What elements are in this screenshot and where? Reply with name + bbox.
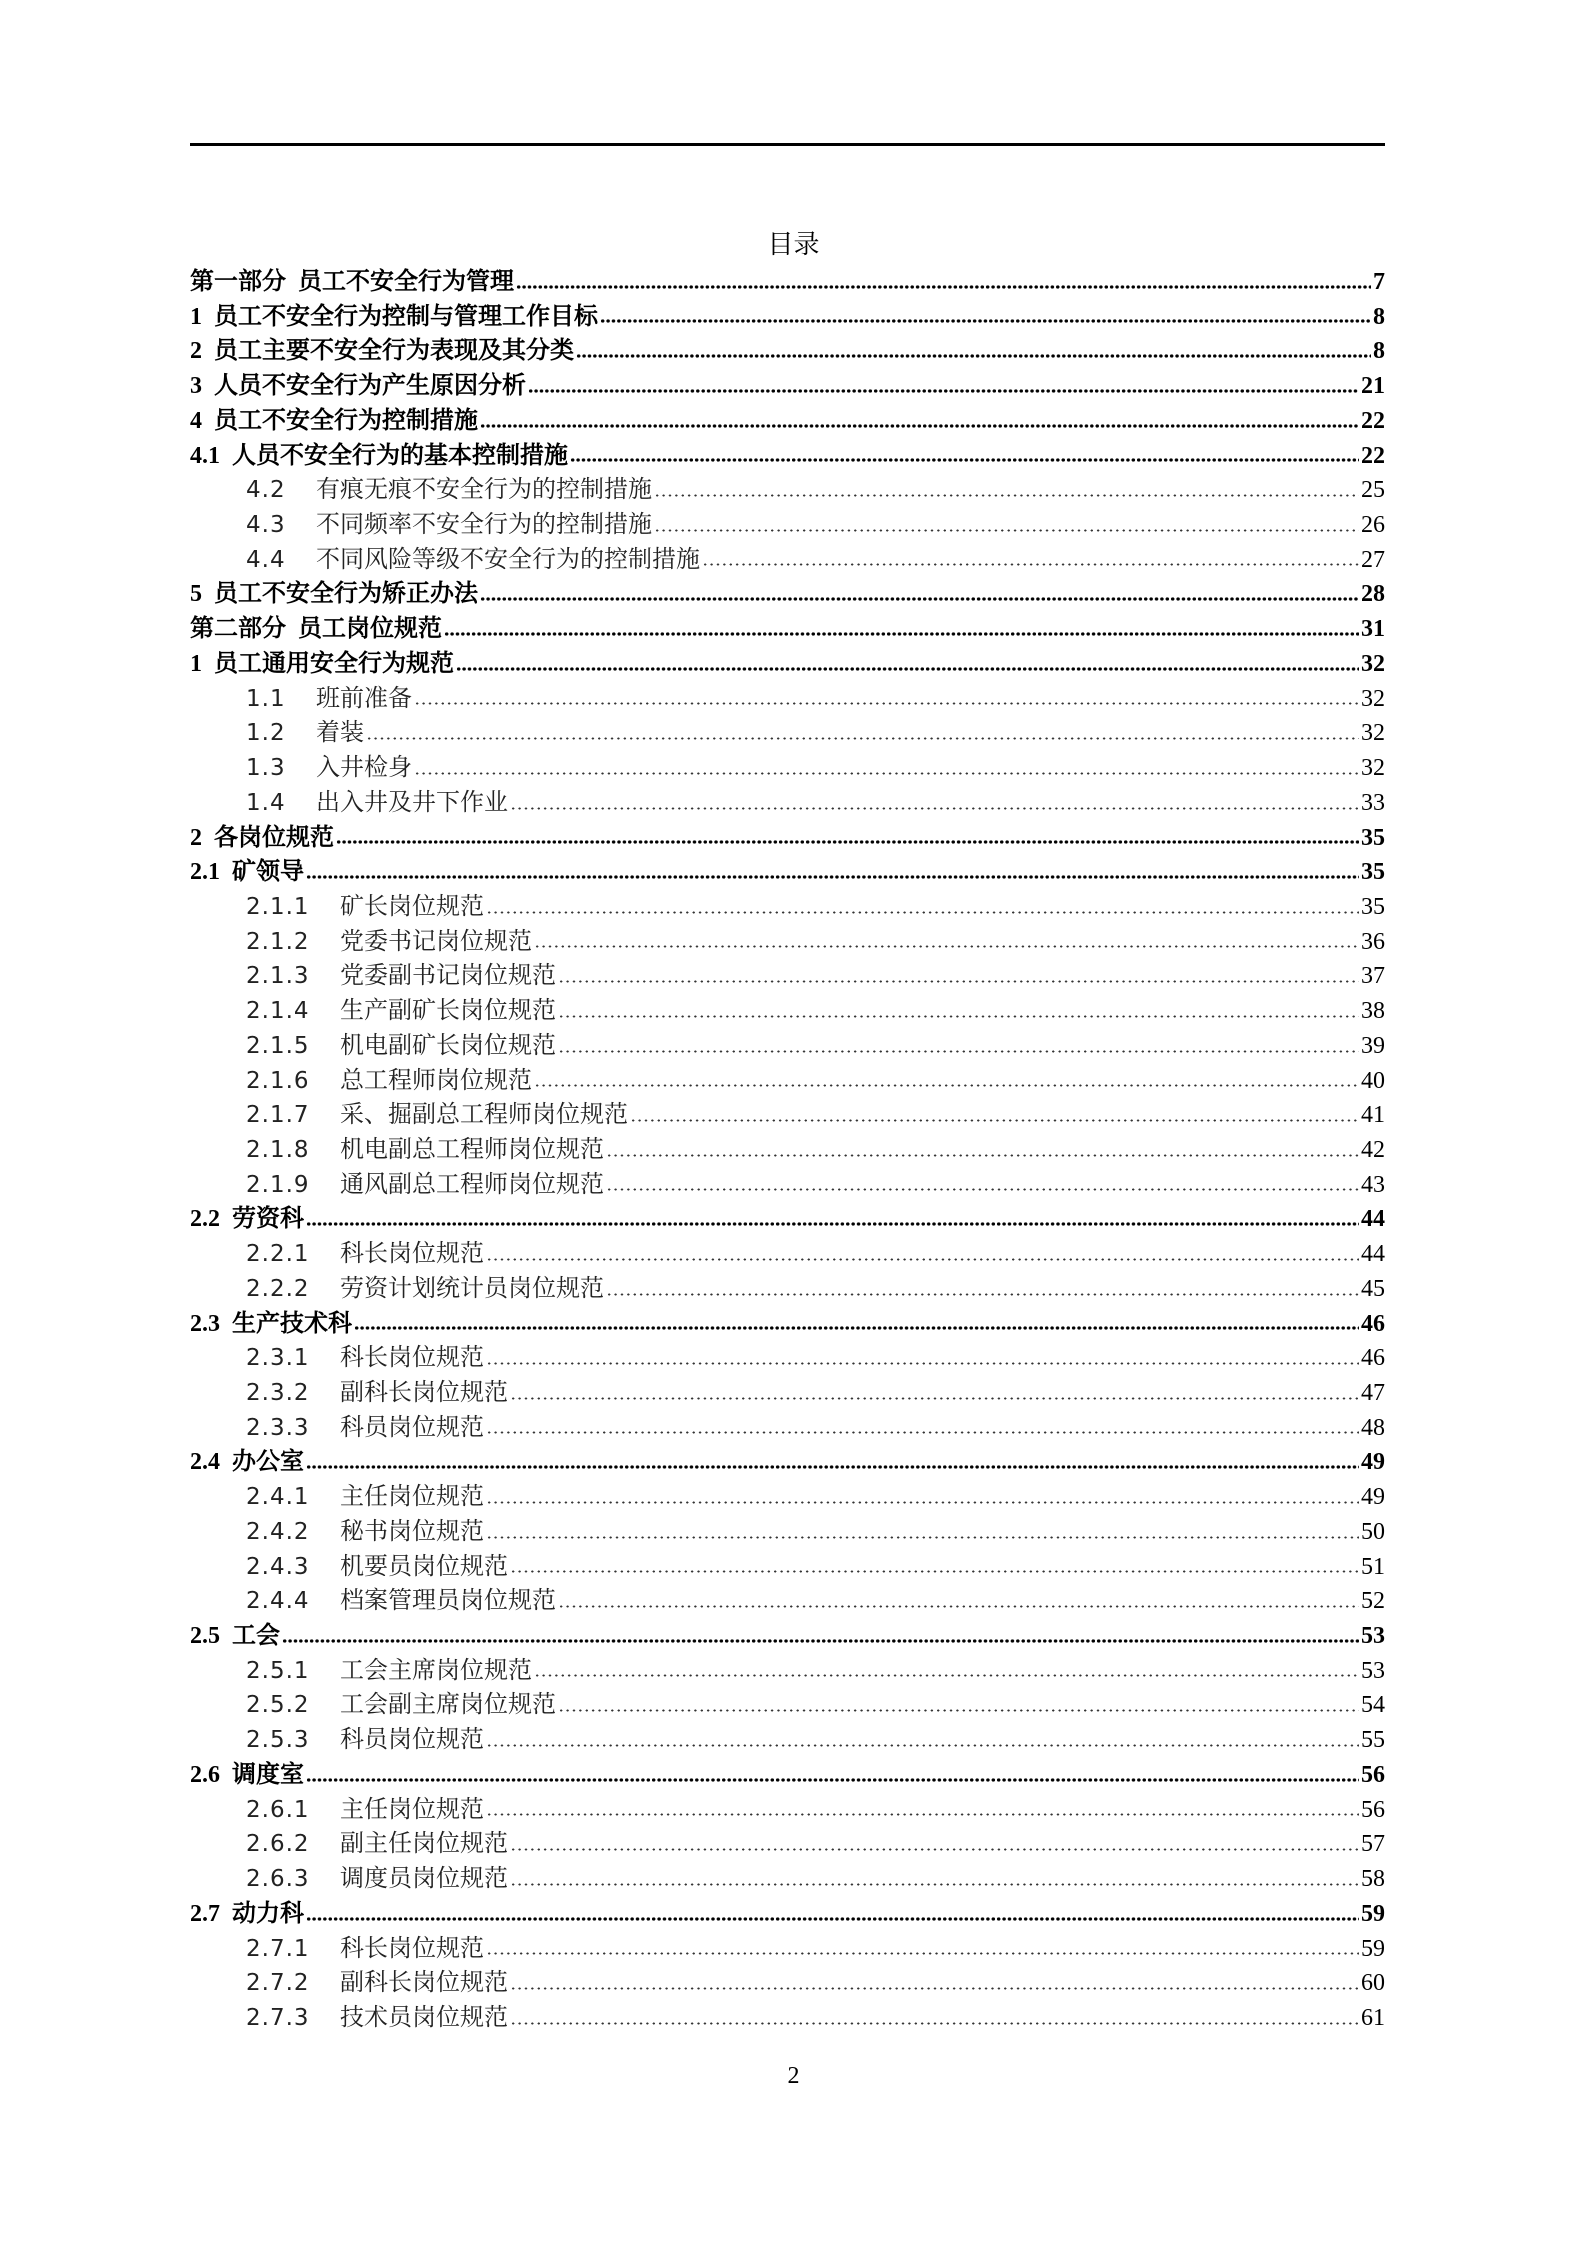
dot-leader xyxy=(528,375,1359,395)
toc-entry-page[interactable]: 50 xyxy=(1361,1518,1385,1545)
toc-entry-page[interactable]: 56 xyxy=(1361,1796,1385,1823)
toc-entry-number: 2.1.6 xyxy=(246,1067,310,1094)
toc-entry-number: 3 xyxy=(190,373,202,400)
toc-entry-number: 2.1.7 xyxy=(246,1102,310,1129)
toc-entry-number: 2.3.1 xyxy=(246,1345,310,1372)
dot-leader xyxy=(558,1694,1359,1714)
toc-entry[interactable] xyxy=(190,1861,1385,1896)
toc-entry-page[interactable]: 35 xyxy=(1361,824,1385,851)
dot-leader xyxy=(630,1104,1359,1124)
toc-entry-title[interactable]: 动力科 xyxy=(232,1898,304,1927)
toc-entry-number: 2.1 xyxy=(190,859,220,886)
toc-entry[interactable] xyxy=(190,993,1385,1028)
toc-entry-number: 2.5 xyxy=(190,1623,220,1650)
toc-entry-title[interactable]: 副科长岗位规范 xyxy=(340,1968,508,1997)
toc-entry-title[interactable]: 科长岗位规范 xyxy=(340,1933,484,1962)
toc-entry-number: 2.6.3 xyxy=(246,1866,310,1893)
toc-entry-page[interactable]: 32 xyxy=(1361,685,1385,712)
toc-entry[interactable] xyxy=(190,1444,1385,1479)
toc-entry[interactable] xyxy=(190,1410,1385,1445)
toc-entry-title[interactable]: 不同频率不安全行为的控制措施 xyxy=(316,510,652,539)
dot-leader xyxy=(444,618,1359,638)
toc-entry-page[interactable]: 26 xyxy=(1361,512,1385,539)
toc-entry[interactable] xyxy=(190,1201,1385,1236)
dot-leader xyxy=(306,1451,1359,1471)
toc-entry-title[interactable]: 各岗位规范 xyxy=(214,822,334,851)
toc-entry-title[interactable]: 主任岗位规范 xyxy=(340,1482,484,1511)
dot-leader xyxy=(510,2007,1359,2027)
dot-leader xyxy=(606,1173,1359,1193)
toc-entry-number: 2.7.2 xyxy=(246,1970,310,1997)
dot-leader xyxy=(306,1208,1359,1228)
toc-entry[interactable] xyxy=(190,1479,1385,1514)
toc-entry-title[interactable]: 调度室 xyxy=(232,1759,304,1788)
dot-leader xyxy=(510,1972,1359,1992)
dot-leader xyxy=(486,1243,1359,1263)
toc-entry-title[interactable]: 秘书岗位规范 xyxy=(340,1516,484,1545)
toc-entry[interactable] xyxy=(190,1375,1385,1410)
dot-leader xyxy=(486,1416,1359,1436)
toc-entry-number: 4.2 xyxy=(246,477,286,504)
toc-entry[interactable] xyxy=(190,854,1385,889)
dot-leader xyxy=(558,965,1359,985)
toc-entry-title[interactable]: 党委书记岗位规范 xyxy=(340,926,532,955)
toc-entry-title[interactable]: 档案管理员岗位规范 xyxy=(340,1586,556,1615)
toc-entry-page[interactable]: 58 xyxy=(1361,1866,1385,1893)
header-rule xyxy=(190,143,1385,146)
toc-entry-number: 2.2 xyxy=(190,1206,220,1233)
toc-entry[interactable] xyxy=(190,2000,1385,2035)
toc-entry[interactable] xyxy=(190,1722,1385,1757)
toc-entry-number: 2.3 xyxy=(190,1310,220,1337)
toc-entry[interactable] xyxy=(190,1583,1385,1618)
toc-entry-number: 4 xyxy=(190,407,202,434)
toc-entry-number: 2.3.2 xyxy=(246,1380,310,1406)
toc-entry-number: 2 xyxy=(190,338,202,365)
toc-entry[interactable] xyxy=(190,1167,1385,1202)
toc-entry[interactable] xyxy=(190,646,1385,681)
toc-entry-page[interactable]: 46 xyxy=(1361,1310,1385,1337)
dot-leader xyxy=(414,757,1359,777)
toc-entry-title[interactable]: 劳资科 xyxy=(232,1204,304,1233)
toc-entry-title[interactable]: 通风副总工程师岗位规范 xyxy=(340,1169,604,1198)
toc-entry-page[interactable]: 54 xyxy=(1361,1692,1385,1719)
toc-entry[interactable] xyxy=(190,924,1385,959)
toc-entry-title[interactable]: 员工通用安全行为规范 xyxy=(214,648,454,677)
toc-entry-title[interactable]: 采、掘副总工程师岗位规范 xyxy=(340,1100,628,1129)
toc-entry[interactable] xyxy=(190,1132,1385,1167)
toc-entry[interactable] xyxy=(190,368,1385,403)
toc-entry-page[interactable]: 49 xyxy=(1361,1449,1385,1476)
toc-entry[interactable] xyxy=(190,1514,1385,1549)
toc-entry-title[interactable]: 科长岗位规范 xyxy=(340,1239,484,1268)
dot-leader xyxy=(510,1868,1359,1888)
toc-entry-number: 1.1 xyxy=(246,685,286,712)
toc-entry-number: 4.3 xyxy=(246,512,286,539)
toc-entry-title[interactable]: 矿领导 xyxy=(232,857,304,886)
toc-entry-number: 2.6 xyxy=(190,1761,220,1788)
dot-leader xyxy=(486,1521,1359,1541)
dot-leader xyxy=(654,479,1359,499)
toc-entry[interactable] xyxy=(190,681,1385,716)
toc-entry-page[interactable]: 37 xyxy=(1361,963,1385,990)
toc-entry-title[interactable]: 不同风险等级不安全行为的控制措施 xyxy=(316,544,700,573)
dot-leader xyxy=(534,1659,1359,1679)
dot-leader xyxy=(282,1625,1359,1645)
toc-entry-page[interactable]: 44 xyxy=(1361,1206,1385,1233)
toc-entry-title[interactable]: 机电副矿长岗位规范 xyxy=(340,1030,556,1059)
toc-entry[interactable] xyxy=(190,1549,1385,1584)
toc-entry-title[interactable]: 副主任岗位规范 xyxy=(340,1829,508,1858)
toc-entry[interactable] xyxy=(190,333,1385,368)
toc-entry-title[interactable]: 员工不安全行为管理 xyxy=(298,267,514,295)
toc-entry-title[interactable]: 生产副矿长岗位规范 xyxy=(340,996,556,1025)
toc-entry-title[interactable]: 调度员岗位规范 xyxy=(340,1864,508,1893)
toc-entry-number: 2.5.1 xyxy=(246,1657,310,1684)
toc-entry-number: 2.7.1 xyxy=(246,1935,310,1962)
toc-entry-number: 2.4.2 xyxy=(246,1518,310,1545)
toc-entry[interactable] xyxy=(190,507,1385,542)
toc-entry-number: 5 xyxy=(190,581,202,608)
dot-leader xyxy=(558,1000,1359,1020)
dot-leader xyxy=(486,1937,1359,1957)
toc-entry-page[interactable]: 57 xyxy=(1361,1831,1385,1858)
dot-leader xyxy=(558,1035,1359,1055)
toc-entry[interactable] xyxy=(190,1931,1385,1966)
dot-leader xyxy=(600,305,1371,325)
dot-leader xyxy=(414,687,1359,707)
dot-leader xyxy=(654,514,1359,534)
toc-entry[interactable] xyxy=(190,820,1385,855)
toc-entry-number: 2.4.4 xyxy=(246,1588,310,1615)
toc-entry-page[interactable]: 41 xyxy=(1361,1102,1385,1129)
toc-entry-title[interactable]: 出入井及井下作业 xyxy=(316,787,508,816)
toc-entry-page[interactable]: 42 xyxy=(1361,1136,1385,1163)
toc-entry-page[interactable]: 25 xyxy=(1361,477,1385,504)
toc-entry[interactable] xyxy=(190,264,1385,299)
toc-entry-number: 2.7.3 xyxy=(246,2004,310,2031)
toc-entry-number: 2.3.3 xyxy=(246,1414,310,1441)
toc-entry-page[interactable]: 35 xyxy=(1361,893,1385,920)
toc-entry-page[interactable]: 8 xyxy=(1373,303,1385,330)
toc-entry-title[interactable]: 工会 xyxy=(232,1621,280,1650)
toc-entry-number: 2.1.8 xyxy=(246,1136,310,1163)
toc-entry[interactable] xyxy=(190,1306,1385,1341)
dot-leader xyxy=(534,930,1359,950)
toc-entry-page[interactable]: 55 xyxy=(1361,1727,1385,1754)
toc-entry[interactable] xyxy=(190,1063,1385,1098)
toc-entry[interactable] xyxy=(190,1687,1385,1722)
toc-entry[interactable] xyxy=(190,542,1385,577)
toc-entry-number: 2.1.3 xyxy=(246,963,310,990)
toc-entry[interactable] xyxy=(190,1236,1385,1271)
toc-entry-title[interactable]: 机要员岗位规范 xyxy=(340,1551,508,1580)
toc-entry[interactable] xyxy=(190,1097,1385,1132)
dot-leader xyxy=(306,1764,1359,1784)
toc-entry[interactable] xyxy=(190,576,1385,611)
toc-entry[interactable] xyxy=(190,1271,1385,1306)
dot-leader xyxy=(336,826,1359,846)
toc-entry-title[interactable]: 工会主席岗位规范 xyxy=(340,1655,532,1684)
dot-leader xyxy=(480,410,1359,430)
toc-entry-number: 1 xyxy=(190,650,202,677)
toc-entry-page[interactable]: 33 xyxy=(1361,789,1385,816)
toc-entry-title[interactable]: 工会副主席岗位规范 xyxy=(340,1690,556,1719)
toc-entry[interactable] xyxy=(190,1028,1385,1063)
toc-entry-number: 2.6.1 xyxy=(246,1796,310,1823)
toc-entry-number: 2.4.1 xyxy=(246,1484,310,1511)
toc-entry-number: 2.1.4 xyxy=(246,998,310,1025)
toc-entry-page[interactable]: 32 xyxy=(1361,755,1385,782)
toc-entry-title[interactable]: 副科长岗位规范 xyxy=(340,1378,508,1406)
toc-entry-number: 1.3 xyxy=(246,755,286,782)
toc-entry-title[interactable]: 人员不安全行为的基本控制措施 xyxy=(232,440,568,469)
toc-entry-page[interactable]: 49 xyxy=(1361,1484,1385,1511)
toc-entry[interactable] xyxy=(190,1896,1385,1931)
dot-leader xyxy=(354,1312,1359,1332)
toc-entry[interactable] xyxy=(190,1618,1385,1653)
toc-entry-page[interactable]: 46 xyxy=(1361,1345,1385,1372)
toc-entry[interactable] xyxy=(190,750,1385,785)
toc-entry-number: 1.2 xyxy=(246,720,286,747)
toc-entry-number: 2.6.2 xyxy=(246,1831,310,1858)
dot-leader xyxy=(456,653,1359,673)
dot-leader xyxy=(306,861,1359,881)
toc-entry-page[interactable]: 36 xyxy=(1361,928,1385,955)
dot-leader xyxy=(534,1069,1359,1089)
page-number: 2 xyxy=(787,2063,800,2089)
toc-entry-page[interactable]: 39 xyxy=(1361,1032,1385,1059)
toc-entry-page[interactable]: 27 xyxy=(1361,546,1385,573)
dot-leader xyxy=(486,1486,1359,1506)
toc-entry-title[interactable]: 党委副书记岗位规范 xyxy=(340,961,556,990)
toc-entry[interactable] xyxy=(190,472,1385,507)
toc-entry-title[interactable]: 员工不安全行为控制与管理工作目标 xyxy=(214,301,598,330)
toc-entry-title[interactable]: 主任岗位规范 xyxy=(340,1794,484,1823)
toc-entry-title[interactable]: 班前准备 xyxy=(316,683,412,712)
toc-entry[interactable] xyxy=(190,1653,1385,1688)
toc-entry-page[interactable]: 22 xyxy=(1361,442,1385,469)
toc-entry-page[interactable]: 53 xyxy=(1361,1623,1385,1650)
toc-entry-title[interactable]: 员工岗位规范 xyxy=(298,614,442,643)
toc-entry-page[interactable]: 47 xyxy=(1361,1380,1385,1406)
dot-leader xyxy=(486,1729,1359,1749)
table-of-contents xyxy=(190,264,1385,2035)
toc-entry-page[interactable]: 21 xyxy=(1361,373,1385,400)
toc-title: 目录 xyxy=(767,230,820,260)
toc-entry-page[interactable]: 61 xyxy=(1361,2004,1385,2031)
toc-entry-title[interactable]: 员工主要不安全行为表现及其分类 xyxy=(214,336,574,365)
toc-entry-title[interactable]: 科员岗位规范 xyxy=(340,1725,484,1754)
toc-entry[interactable] xyxy=(190,1340,1385,1375)
dot-leader xyxy=(558,1590,1359,1610)
toc-entry-number: 第二部分 xyxy=(190,616,286,643)
dot-leader xyxy=(606,1139,1359,1159)
toc-entry-title[interactable]: 人员不安全行为产生原因分析 xyxy=(214,371,526,400)
dot-leader xyxy=(306,1903,1359,1923)
toc-entry-title[interactable]: 劳资计划统计员岗位规范 xyxy=(340,1273,604,1302)
toc-entry-page[interactable]: 7 xyxy=(1373,269,1385,295)
toc-entry-page[interactable]: 28 xyxy=(1361,581,1385,608)
toc-entry-page[interactable]: 31 xyxy=(1361,616,1385,643)
toc-entry-page[interactable]: 52 xyxy=(1361,1588,1385,1615)
toc-entry[interactable] xyxy=(190,1826,1385,1861)
dot-leader xyxy=(366,722,1359,742)
dot-leader xyxy=(510,1382,1359,1402)
toc-entry-title[interactable]: 员工不安全行为矫正办法 xyxy=(214,579,478,608)
toc-entry-page[interactable]: 60 xyxy=(1361,1970,1385,1997)
toc-entry-page[interactable]: 32 xyxy=(1361,650,1385,677)
toc-entry-number: 4.1 xyxy=(190,442,220,469)
toc-entry-number: 2.1.9 xyxy=(246,1171,310,1198)
toc-entry-page[interactable]: 43 xyxy=(1361,1171,1385,1198)
toc-entry-page[interactable]: 59 xyxy=(1361,1935,1385,1962)
toc-entry-title[interactable]: 入井检身 xyxy=(316,753,412,782)
toc-entry-page[interactable]: 45 xyxy=(1361,1275,1385,1302)
toc-entry-page[interactable]: 22 xyxy=(1361,407,1385,434)
toc-entry-number: 2.5.3 xyxy=(246,1727,310,1754)
dot-leader xyxy=(486,1798,1359,1818)
toc-entry-title[interactable]: 员工不安全行为控制措施 xyxy=(214,405,478,434)
toc-entry-title[interactable]: 生产技术科 xyxy=(232,1308,352,1337)
toc-entry[interactable] xyxy=(190,715,1385,750)
dot-leader xyxy=(510,1555,1359,1575)
dot-leader xyxy=(702,548,1359,568)
dot-leader xyxy=(480,583,1359,603)
toc-entry[interactable] xyxy=(190,611,1385,646)
toc-entry-page[interactable]: 59 xyxy=(1361,1900,1385,1927)
toc-entry-title[interactable]: 科长岗位规范 xyxy=(340,1343,484,1372)
toc-entry[interactable] xyxy=(190,1792,1385,1827)
dot-leader xyxy=(510,792,1359,812)
toc-entry-number: 4.4 xyxy=(246,546,286,573)
toc-entry-number: 2.1.5 xyxy=(246,1032,310,1059)
toc-entry[interactable] xyxy=(190,1965,1385,2000)
dot-leader xyxy=(486,896,1359,916)
toc-entry-title[interactable]: 有痕无痕不安全行为的控制措施 xyxy=(316,475,652,504)
toc-entry[interactable] xyxy=(190,403,1385,438)
dot-leader xyxy=(486,1347,1359,1367)
toc-entry-title[interactable]: 着装 xyxy=(316,718,364,747)
toc-entry[interactable] xyxy=(190,299,1385,334)
toc-entry-number: 2.7 xyxy=(190,1900,220,1927)
toc-entry[interactable] xyxy=(190,889,1385,924)
toc-entry-number: 2.5.2 xyxy=(246,1692,310,1719)
toc-entry[interactable] xyxy=(190,958,1385,993)
toc-entry-number: 第一部分 xyxy=(190,269,286,295)
dot-leader xyxy=(606,1278,1359,1298)
dot-leader xyxy=(576,340,1371,360)
toc-entry[interactable] xyxy=(190,785,1385,820)
toc-entry-page[interactable]: 38 xyxy=(1361,998,1385,1025)
toc-entry-number: 1 xyxy=(190,303,202,330)
toc-entry-title[interactable]: 技术员岗位规范 xyxy=(340,2002,508,2031)
toc-entry-title[interactable]: 办公室 xyxy=(232,1447,304,1476)
toc-entry-page[interactable]: 40 xyxy=(1361,1067,1385,1094)
toc-entry-number: 2.1.2 xyxy=(246,928,310,955)
toc-entry-page[interactable]: 35 xyxy=(1361,859,1385,886)
toc-entry-title[interactable]: 总工程师岗位规范 xyxy=(340,1065,532,1094)
toc-entry-title[interactable]: 科员岗位规范 xyxy=(340,1412,484,1441)
toc-entry[interactable] xyxy=(190,1757,1385,1792)
toc-entry-number: 2.4.3 xyxy=(246,1553,310,1580)
toc-entry-page[interactable]: 53 xyxy=(1361,1657,1385,1684)
toc-entry-title[interactable]: 机电副总工程师岗位规范 xyxy=(340,1134,604,1163)
toc-entry-number: 2.2.1 xyxy=(246,1241,310,1268)
toc-entry-page[interactable]: 48 xyxy=(1361,1414,1385,1441)
toc-entry[interactable] xyxy=(190,438,1385,473)
toc-entry-number: 1.4 xyxy=(246,789,286,816)
dot-leader xyxy=(516,271,1371,291)
toc-entry-page[interactable]: 8 xyxy=(1373,338,1385,365)
toc-entry-number: 2 xyxy=(190,824,202,851)
toc-entry-page[interactable]: 51 xyxy=(1361,1553,1385,1580)
toc-entry-page[interactable]: 32 xyxy=(1361,720,1385,747)
toc-entry-number: 2.2.2 xyxy=(246,1275,310,1302)
dot-leader xyxy=(510,1833,1359,1853)
dot-leader xyxy=(570,444,1359,464)
toc-entry-title[interactable]: 矿长岗位规范 xyxy=(340,891,484,920)
toc-entry-number: 2.4 xyxy=(190,1449,220,1476)
toc-entry-number: 2.1.1 xyxy=(246,893,310,920)
toc-entry-page[interactable]: 44 xyxy=(1361,1241,1385,1268)
toc-entry-page[interactable]: 56 xyxy=(1361,1761,1385,1788)
